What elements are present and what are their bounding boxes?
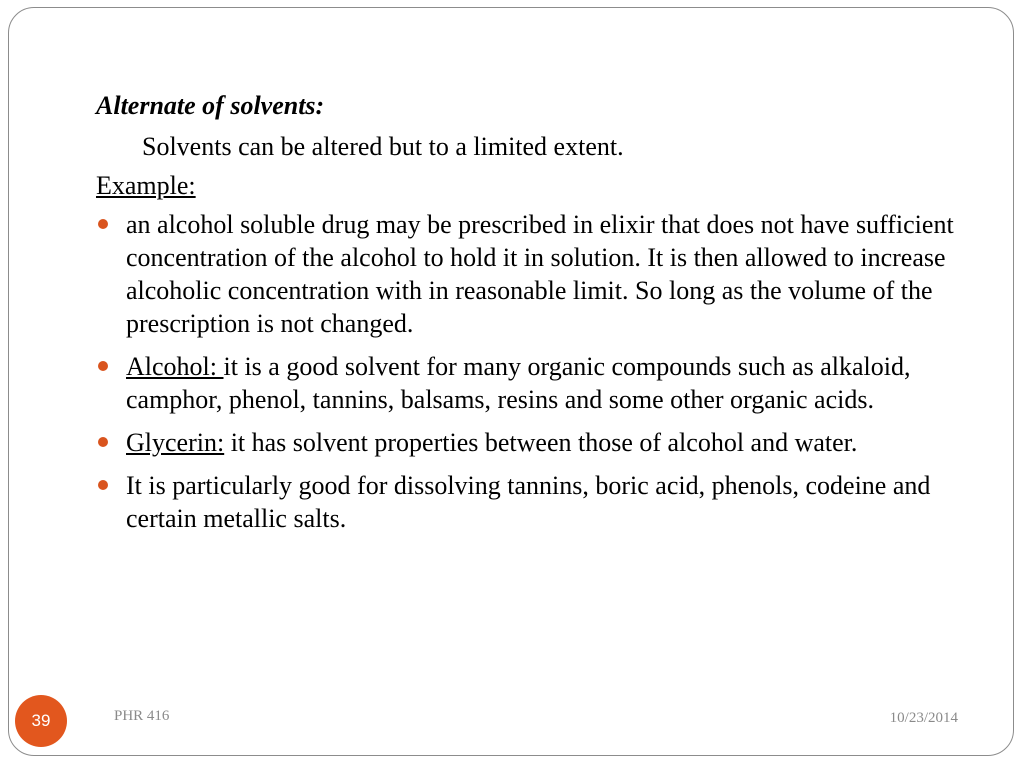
bullet-text: It is particularly good for dissolving tannins, boric acid, phenols, codeine and certain metallic salts. xyxy=(126,471,931,533)
bullet-dot-icon xyxy=(98,361,108,371)
slide-number-badge: 39 xyxy=(15,695,67,747)
bullet-term: Alcohol: xyxy=(126,352,224,381)
bullet-item xyxy=(96,350,956,416)
bullet-list xyxy=(96,208,956,535)
intro-text: Solvents can be altered but to a limited extent. xyxy=(142,132,624,161)
slide-content xyxy=(96,86,956,545)
bullet-item xyxy=(96,208,956,340)
footer-date: 10/23/2014 xyxy=(889,710,958,726)
bullet-text: it is a good solvent for many organic compounds such as alkaloid, camphor, phenol, tannins, balsams, resins and some other organic acids. xyxy=(126,352,911,414)
bullet-item xyxy=(96,426,956,459)
bullet-dot-icon xyxy=(98,437,108,447)
bullet-text: an alcohol soluble drug may be prescribed in elixir that does not have sufficient concentration of the alcohol to hold it in solution. It is then allowed to increase alcoholic concentration with in reasonable limit. So long as the volume of the prescription is not changed. xyxy=(126,210,954,338)
bullet-text: it has solvent properties between those of alcohol and water. xyxy=(224,428,858,457)
slide-heading: Alternate of solvents: xyxy=(96,91,325,120)
footer-course-label: PHR 416 xyxy=(114,708,170,724)
bullet-dot-icon xyxy=(98,480,108,490)
bullet-item xyxy=(96,469,956,535)
bullet-dot-icon xyxy=(98,219,108,229)
bullet-term: Glycerin: xyxy=(126,428,225,457)
example-label: Example: xyxy=(96,171,196,200)
